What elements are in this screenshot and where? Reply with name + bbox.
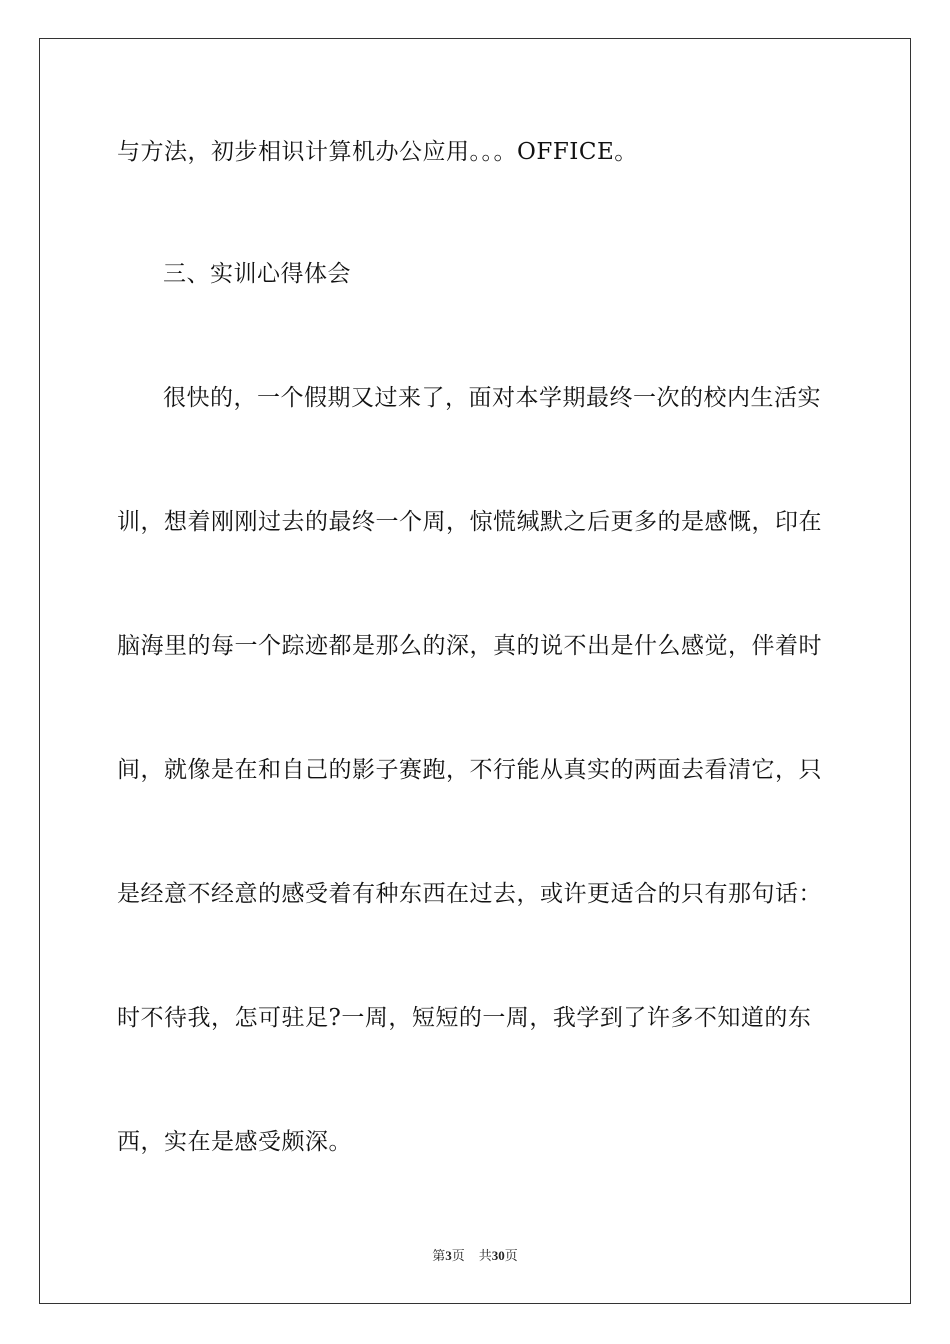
body-line-7: 时不待我，怎可驻足?一周，短短的一周，我学到了许多不知道的东	[117, 1005, 812, 1031]
body-line-1: 与方法，初步相识计算机办公应用。。。OFFICE。	[117, 139, 638, 165]
footer-total-prefix: 共	[478, 1248, 492, 1263]
body-line-8: 西，实在是感受颇深。	[117, 1129, 352, 1155]
page-border	[39, 38, 911, 1304]
body-line-3: 训，想着刚刚过去的最终一个周，惊慌缄默之后更多的是感慨，印在	[117, 509, 822, 535]
body-line-5: 间，就像是在和自己的影子赛跑，不行能从真实的两面去看清它，只	[117, 757, 822, 783]
body-line-6: 是经意不经意的感受着有种东西在过去，或许更适合的只有那句话：	[117, 881, 822, 907]
footer-total-suffix: 页	[504, 1248, 518, 1263]
footer-page-suffix: 页	[451, 1248, 465, 1263]
footer-total-pages: 30	[491, 1248, 505, 1263]
body-line-4: 脑海里的每一个踪迹都是那么的深，真的说不出是什么感觉，伴着时	[117, 633, 822, 659]
footer-page-prefix: 第	[432, 1248, 446, 1263]
page-footer	[0, 1245, 950, 1264]
section-heading: 三、实训心得体会	[163, 261, 351, 287]
body-line-2: 很快的，一个假期又过来了，面对本学期最终一次的校内生活实	[163, 385, 821, 411]
footer-page-number: 3	[445, 1248, 452, 1263]
